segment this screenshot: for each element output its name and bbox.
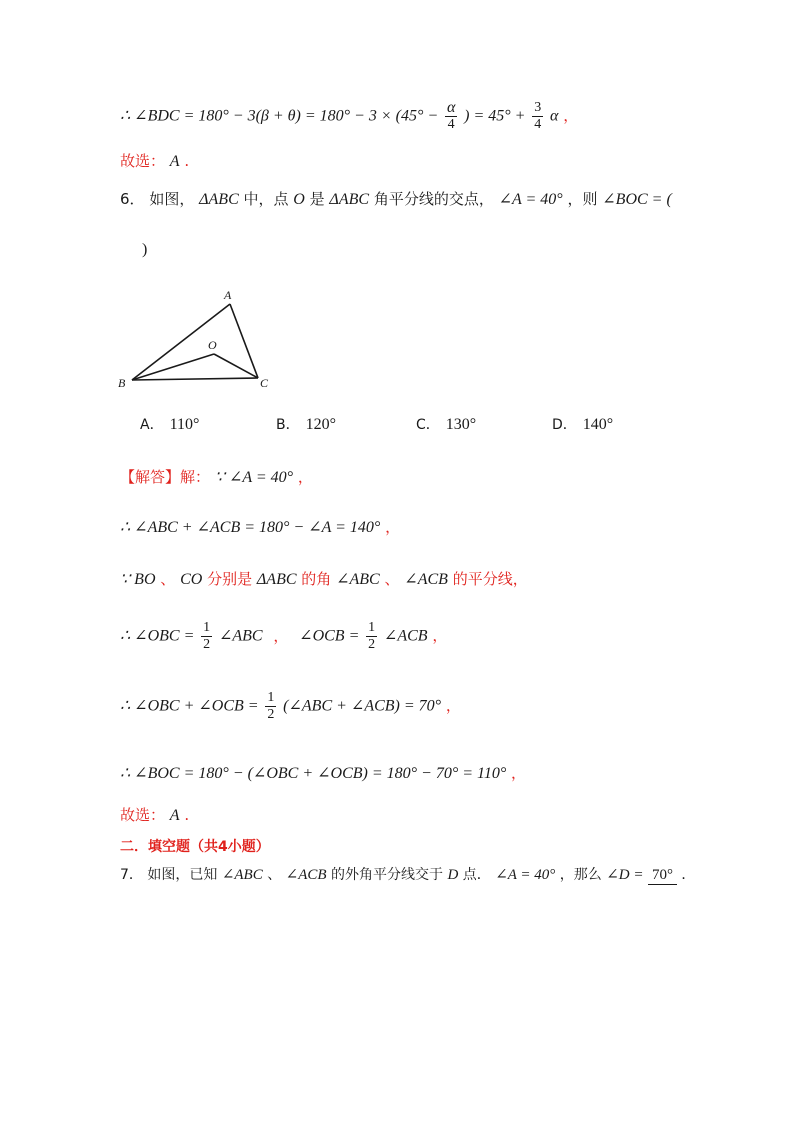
fraction-half-3: $\frac{1}{2}$ xyxy=(267,690,275,722)
triangle-abc: ΔABC xyxy=(199,191,239,208)
solution-line-3: ∵ BO 、 CO 分别是 ΔABC 的角 ∠ABC 、 ∠ACB 的平分线， xyxy=(120,570,528,588)
triangle-abc-2: ΔABC xyxy=(329,191,370,208)
segment-co xyxy=(214,354,258,378)
formula-prefix: ∴ ∠BDC = 180° − 3(β + θ) = 180° − 3 × (45° − xyxy=(120,107,439,125)
option-b[interactable]: B． 120° xyxy=(276,416,337,433)
question-6: 6． 如图， ΔABC 中，点 O 是 ΔABC 角平分线的交点， ∠A = 40° ，则 ∠BOC = ( xyxy=(120,190,672,208)
answer-q5 xyxy=(120,150,189,171)
answer-label: 故选： xyxy=(120,152,166,170)
option-a[interactable]: A． 110° xyxy=(140,416,200,433)
option-c[interactable]: C． 130° xyxy=(416,416,477,433)
answer-blank[interactable]: 70° xyxy=(648,867,677,885)
fraction-alpha-over-4: $\frac{\alpha}{4}$ xyxy=(446,99,456,132)
section-heading: 二．填空题（共4小题） xyxy=(120,839,270,855)
fraction-half: $\frac{1}{2}$ xyxy=(203,620,211,652)
segment-bo xyxy=(132,354,214,380)
question-7: 7． 如图，已知 ∠ABC 、 ∠ACB 的外角平分线交于 D 点． ∠A = 40° ，那么 ∠D = 70° ． xyxy=(120,867,696,883)
point-o: O xyxy=(293,191,305,208)
solution-answer: 故选： A . xyxy=(120,806,190,824)
solution-line-6: ∴ ∠BOC = 180° − (∠OBC + ∠OCB) = 180° − 70° = 110° ， xyxy=(120,764,527,782)
solution-tag: 【解答】解： xyxy=(120,468,211,486)
answer-end: . xyxy=(184,152,190,170)
fraction-three-quarters: $\frac{3}{4}$ xyxy=(534,100,542,132)
solution-line-5: ∴ ∠OBC + ∠OCB = $\frac{1}{2}$ (∠ABC + ∠ACB) = 70° ， xyxy=(120,690,461,722)
formula-end: ， xyxy=(563,106,579,125)
question-number: 6． xyxy=(120,190,145,208)
label-o: O xyxy=(208,338,217,352)
option-d[interactable]: D． 140° xyxy=(552,416,614,433)
formula-suffix: α xyxy=(550,107,559,125)
triangle-figure xyxy=(116,286,286,396)
label-b: B xyxy=(118,376,126,390)
answer-choice: A xyxy=(169,153,180,170)
solution-line-4: ∴ ∠OBC = $\frac{1}{2}$ ∠ABC ， ∠OCB = $\frac{1}{2}$ ∠ACB ， xyxy=(120,620,448,652)
formula-bdc xyxy=(120,100,578,133)
angle-boc-question: ∠BOC = ( xyxy=(602,191,672,208)
fraction-half-2: $\frac{1}{2}$ xyxy=(368,620,376,652)
solution-line-1: 【解答】解： ∵ ∠A = 40° ， xyxy=(120,468,313,486)
question-number: 7． xyxy=(120,867,143,883)
solution-line-2: ∴ ∠ABC + ∠ACB = 180° − ∠A = 140° ， xyxy=(120,518,401,536)
edge-bc xyxy=(132,378,258,380)
label-a: A xyxy=(224,288,232,302)
angle-a-given: ∠A = 40° xyxy=(498,191,563,208)
edge-ac xyxy=(230,304,258,378)
label-c: C xyxy=(260,376,269,390)
question-6-close: ) xyxy=(142,241,148,258)
formula-middle: ) = 45° + xyxy=(464,107,526,125)
